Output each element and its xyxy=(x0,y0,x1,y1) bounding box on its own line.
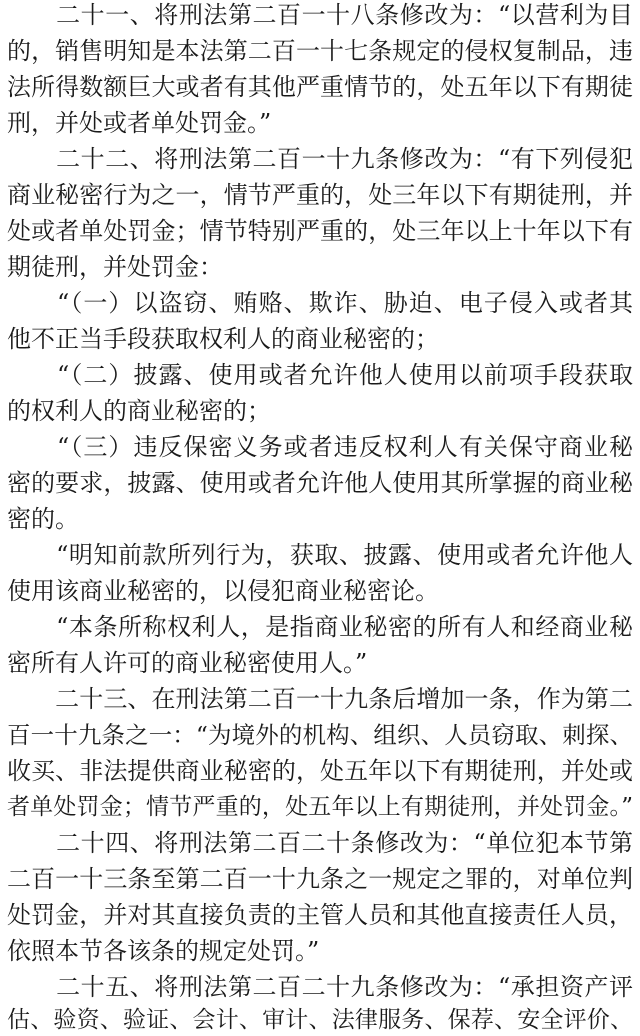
text-line: 商业秘密行为之一，情节严重的，处三年以下有期徒刑，并 xyxy=(7,181,633,209)
text-line: 估、验资、验证、会计、审计、法律服务、保荐、安全评价、 xyxy=(7,1007,633,1033)
text-line: 处或者单处罚金；情节特别严重的，处三年以上十年以下有 xyxy=(7,217,633,245)
text-line: 二十三、在刑法第二百一十九条后增加一条，作为第二 xyxy=(7,685,633,713)
text-line: 法所得数额巨大或者有其他严重情节的，处五年以下有期徒 xyxy=(7,73,633,101)
text-line: 二百一十三条至第二百一十九条之一规定之罪的，对单位判 xyxy=(7,865,633,893)
text-line: “本条所称权利人，是指商业秘密的所有人和经商业秘 xyxy=(7,613,633,641)
text-line: 二十一、将刑法第二百一十八条修改为：“以营利为目 xyxy=(7,1,633,29)
text-line: 处罚金，并对其直接负责的主管人员和其他直接责任人员， xyxy=(7,901,633,929)
text-line: 二十五、将刑法第二百二十九条修改为：“承担资产评 xyxy=(7,973,633,1001)
text-line: 密所有人许可的商业秘密使用人。” xyxy=(7,649,368,677)
text-line: “（三）违反保密义务或者违反权利人有关保守商业秘 xyxy=(7,433,633,461)
text-line: 的权利人的商业秘密的； xyxy=(7,397,271,425)
text-line: 他不正当手段获取权利人的商业秘密的； xyxy=(7,325,439,353)
text-line: 二十二、将刑法第二百一十九条修改为：“有下列侵犯 xyxy=(7,145,633,173)
text-line: 期徒刑，并处罚金： xyxy=(7,253,223,281)
text-line: 密的。 xyxy=(7,505,79,533)
text-line: 百一十九条之一：“为境外的机构、组织、人员窃取、刺探、 xyxy=(7,721,633,749)
text-line: 的，销售明知是本法第二百一十七条规定的侵权复制品，违 xyxy=(7,37,633,65)
text-line: 刑，并处或者单处罚金。” xyxy=(7,109,272,137)
text-line: 者单处罚金；情节严重的，处五年以上有期徒刑，并处罚金。” xyxy=(7,794,633,820)
text-line: “（一）以盗窃、贿赂、欺诈、胁迫、电子侵入或者其 xyxy=(7,289,633,317)
text-line: 收买、非法提供商业秘密的，处五年以下有期徒刑，并处或 xyxy=(7,757,633,785)
text-line: 二十四、将刑法第二百二十条修改为：“单位犯本节第 xyxy=(7,829,633,857)
text-line: 依照本节各该条的规定处罚。” xyxy=(7,937,320,965)
text-line: “明知前款所列行为，获取、披露、使用或者允许他人 xyxy=(7,541,633,569)
text-line: “（二）披露、使用或者允许他人使用以前项手段获取 xyxy=(7,361,633,389)
text-line: 密的要求，披露、使用或者允许他人使用其所掌握的商业秘 xyxy=(7,469,633,497)
text-line: 使用该商业秘密的，以侵犯商业秘密论。 xyxy=(7,577,439,605)
